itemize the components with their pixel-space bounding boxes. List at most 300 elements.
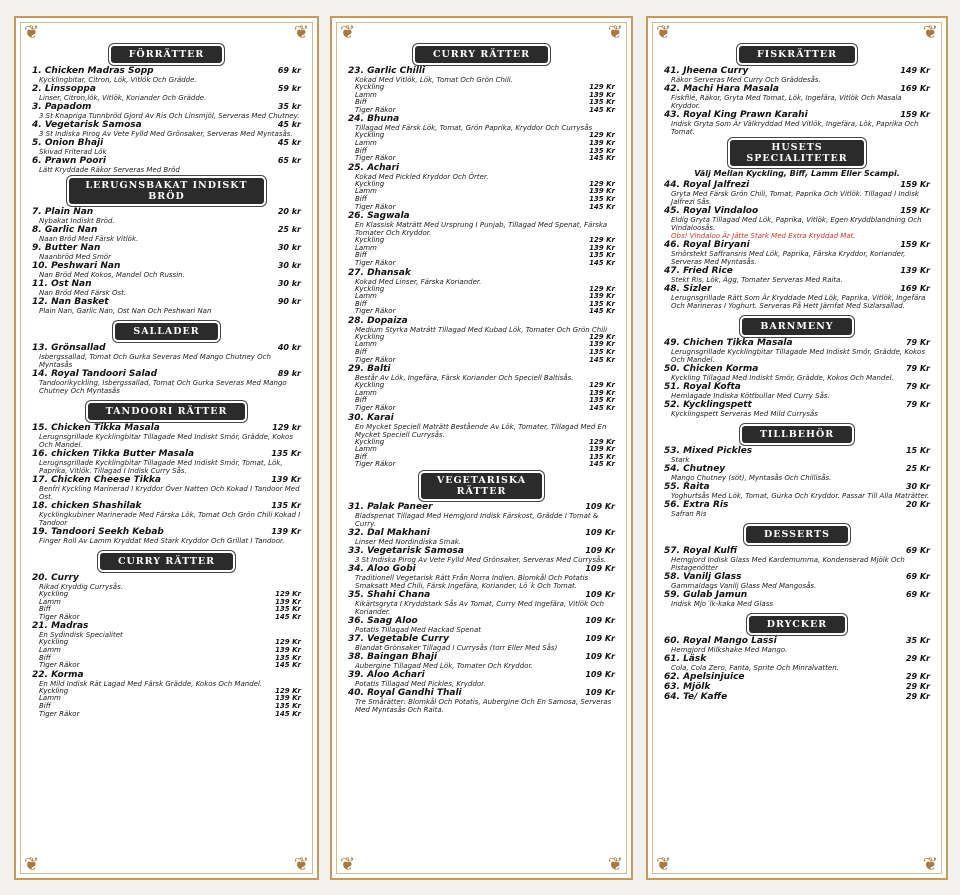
variant-name: Kyckling <box>355 131 385 140</box>
menu-item-description: Lerugnsgrillade Kycklingbitar Tillagade Med Indiskt Smör, Tomat, Lök, Paprika, Vitlök. Tillagad I Indisk Curry Sås. <box>39 459 283 475</box>
variant-price: 135 Kr <box>589 348 615 357</box>
variant-price: 139 Kr <box>589 243 615 252</box>
menu-item-title: 15. Chicken Tikka Masala <box>32 423 160 433</box>
menu-item-variant <box>348 382 615 390</box>
variant-price: 139 Kr <box>589 388 615 397</box>
menu-item-title: 28. Dopaiza <box>348 315 408 326</box>
variant-price: 139 Kr <box>589 340 615 349</box>
section-header: BARNMENY <box>742 318 851 335</box>
section-header-wrap <box>664 140 930 166</box>
menu-item-variant <box>348 140 615 148</box>
menu-item-title: 18. chicken Shashilak <box>32 501 142 511</box>
variant-name: Kyckling <box>355 332 385 341</box>
menu-panel-right <box>646 16 948 880</box>
menu-item-variant <box>348 260 615 268</box>
menu-item <box>348 528 615 546</box>
menu-item-description: Medium Styrka Maträtt Tillagad Med Kubad Lök, Tomater Och Grön Chili <box>355 325 608 334</box>
menu-item-variant <box>348 439 615 447</box>
menu-item-description: Kycklingspett Serveras Med Mild Currysås <box>671 410 818 418</box>
menu-item-title: 62. Apelsinjuice <box>664 672 745 682</box>
menu-item <box>664 180 930 206</box>
variant-name: Lamm <box>355 340 377 349</box>
menu-item-description: Kycklingbitar, Citron, Lök, Vitlök Och Grädde. <box>39 76 197 84</box>
section-tagline: Välj Mellan Kyckling, Biff, Lamm Eller Scampi. <box>694 169 900 178</box>
menu-item-title: 57. Royal Kulfi <box>664 546 737 556</box>
variant-name: Biff <box>355 348 367 357</box>
menu-item-title: 19. Tandoori Seekh Kebab <box>32 527 164 537</box>
ornament-icon: ❦ <box>293 854 309 875</box>
variant-name: Kyckling <box>355 437 385 446</box>
variant-price: 129 Kr <box>589 381 615 390</box>
variant-name: Lamm <box>355 243 377 252</box>
menu-item <box>32 297 301 315</box>
variant-price: 139 Kr <box>275 694 301 703</box>
section-header: SALLADER <box>115 323 217 340</box>
menu-item-description: En Mycket Speciell Maträtt Bestående Av Lök, Tomater, Tillagad Med En Mycket Speciell Currysås. <box>355 422 607 439</box>
menu-item-price: 109 Kr <box>585 546 615 555</box>
menu-item-description: Nan Bröd Med Kokos, Mandel Och Russin. <box>39 271 185 279</box>
menu-item-title: 16. chicken Tikka Butter Masala <box>32 449 195 459</box>
menu-item-title: 2. Linssoppa <box>32 84 96 94</box>
variant-price: 139 Kr <box>275 645 301 654</box>
section-header-wrap <box>664 422 930 443</box>
menu-item <box>664 572 930 590</box>
menu-item <box>664 692 930 702</box>
menu-item-title: 54. Chutney <box>664 464 726 474</box>
menu-item-variant <box>348 390 615 398</box>
variant-name: Biff <box>355 98 367 107</box>
menu-item-price: 169 Kr <box>900 84 930 93</box>
menu-item-variant <box>32 599 301 607</box>
menu-item <box>32 261 301 279</box>
variant-name: Tiger Räkor <box>355 154 396 163</box>
menu-item-description: Benfri Kyckling Marinerad I Kryddor Över Natten Och Kokad I Tandoor Med Ost. <box>39 485 300 501</box>
menu-item-price: 149 Kr <box>900 66 930 75</box>
menu-item-variant <box>32 647 301 655</box>
section-header: FÖRRÄTTER <box>111 46 223 63</box>
menu-panel-middle <box>330 16 633 880</box>
menu-item-description: Kokad Med Pickled Kryddor Och Örter. <box>355 172 489 181</box>
menu-item-description: Lerugnsgrillade Rätt Som Är Kryddade Med Lök, Paprika, Vitlök, Ingefära Och Marineras I Yoghurt. Serveras På Hett Järnfat Med Sizlarsallad. <box>671 294 926 310</box>
menu-item <box>664 240 930 266</box>
menu-item-description: 3 St Indiska Pirog Av Vete Fylld Med Grönsaker, Serveras Med Currysås. <box>355 556 607 564</box>
menu-item-price: 29 Kr <box>905 672 930 681</box>
menu-item-description: Finger Roll Av Lamm Kryddat Med Stark Kryddor Och Grillat I Tandoor. <box>39 537 285 545</box>
menu-item-price: 139 Kr <box>900 266 930 275</box>
menu-item-variant <box>348 357 615 365</box>
menu-item-description: Tre Smårätter: Blomkål Och Potatis, Aubergine Och En Samosa, Serveras Med Myntasås Och Raita. <box>355 698 612 714</box>
variant-price: 135 Kr <box>589 299 615 308</box>
variant-price: 139 Kr <box>589 292 615 301</box>
variant-price: 135 Kr <box>589 251 615 260</box>
menu-item-description: Indisk Gryta Som Är Välkryddad Med Vitlök, Ingefära, Lök, Paprika Och Tomat. <box>671 120 919 136</box>
menu-item-title: 3. Papadom <box>32 102 92 112</box>
section-header-wrap <box>348 42 615 63</box>
menu-item-title: 12. Nan Basket <box>32 297 109 307</box>
menu-item-price: 30 kr <box>277 243 301 252</box>
menu-item-title: 51. Royal Kofta <box>664 382 741 392</box>
menu-item-price: 109 Kr <box>585 502 615 511</box>
menu-item-title: 17. Chicken Cheese Tikka <box>32 475 161 485</box>
variant-name: Tiger Räkor <box>39 612 80 621</box>
menu-item-description: Lerugnsgrillade Kycklingbitar Tillagade Med Indiskt Smör, Grädde, Kokos Och Mandel. <box>39 433 293 449</box>
variant-name: Biff <box>355 396 367 405</box>
variant-name: Kyckling <box>355 284 385 293</box>
menu-item-title: 64. Te/ Kaffe <box>664 692 728 702</box>
variant-name: Tiger Räkor <box>355 460 396 469</box>
variant-price: 135 Kr <box>589 98 615 107</box>
menu-item-description: Stekt Ris, Lök, Ägg, Tomater Serveras Med Raita. <box>671 276 843 284</box>
section-header-wrap <box>32 42 301 63</box>
menu-item-price: 20 kr <box>277 207 301 216</box>
menu-item-title: 38. Baingan Bhaji <box>348 652 438 662</box>
variant-name: Biff <box>355 146 367 155</box>
menu-item-variant <box>348 204 615 212</box>
menu-item-price: 159 Kr <box>900 240 930 249</box>
variant-name: Tiger Räkor <box>355 202 396 211</box>
variant-name: Biff <box>39 701 51 710</box>
menu-item <box>32 225 301 243</box>
menu-item-price: 169 Kr <box>900 284 930 293</box>
menu-item-variant <box>32 639 301 647</box>
variant-price: 129 Kr <box>589 437 615 446</box>
menu-item-title: 20. Curry <box>32 573 79 583</box>
menu-item <box>348 652 615 670</box>
menu-item-price: 69 Kr <box>905 546 930 555</box>
variant-price: 145 Kr <box>589 355 615 364</box>
menu-item <box>664 400 930 418</box>
variant-price: 129 Kr <box>275 638 301 647</box>
variant-name: Tiger Räkor <box>355 404 396 413</box>
menu-item <box>664 364 930 382</box>
menu-item-description: Fiskfilé, Räkor, Gryta Med Tomat, Lök, Ingefära, Vitlök Och Masala Kryddor. <box>671 94 902 110</box>
variant-price: 139 Kr <box>589 138 615 147</box>
ornament-icon: ❦ <box>293 22 309 43</box>
menu-item <box>32 66 301 84</box>
menu-item-title: 49. Chichen Tikka Masala <box>664 338 793 348</box>
variant-name: Lamm <box>39 597 61 606</box>
menu-item-description: Lerugnsgrillade Kycklingbitar Tillagade Med Indiskt Smör, Grädde, Kokos Och Mandel. <box>671 348 925 364</box>
menu-item-price: 25 Kr <box>905 464 930 473</box>
variant-price: 145 Kr <box>589 154 615 163</box>
menu-item-price: 69 Kr <box>905 590 930 599</box>
menu-column-3 <box>664 38 930 702</box>
menu-item-title: 22. Korma <box>32 669 84 680</box>
variant-name: Biff <box>355 452 367 461</box>
menu-item-price: 65 kr <box>277 156 301 165</box>
menu-item-description: Aubergine Tillagad Med Lök, Tomater Och Kryddor. <box>355 662 533 670</box>
menu-item-variant <box>348 188 615 196</box>
menu-item-description: Bladspenat Tillagad Med Hemgjord Indisk Färskost, Grädde I Tomat & Curry. <box>355 512 599 528</box>
menu-item-title: 53. Mixed Pickles <box>664 446 753 456</box>
variant-price: 145 Kr <box>275 661 301 670</box>
ornament-icon: ❦ <box>922 854 938 875</box>
menu-item <box>664 84 930 110</box>
variant-name: Tiger Räkor <box>39 661 80 670</box>
variant-name: Lamm <box>355 388 377 397</box>
menu-item-description: Skivad Friterad Lök <box>39 148 107 156</box>
menu-item <box>348 163 615 211</box>
menu-item <box>348 114 615 162</box>
variant-price: 145 Kr <box>589 460 615 469</box>
menu-item-variant <box>32 711 301 719</box>
menu-item <box>348 66 615 114</box>
variant-name: Lamm <box>355 445 377 454</box>
menu-item <box>32 156 301 174</box>
menu-item-title: 21. Madras <box>32 621 89 632</box>
menu-item-title: 1. Chicken Madras Sopp <box>32 66 154 76</box>
menu-item <box>664 206 930 240</box>
menu-item <box>32 138 301 156</box>
menu-item-description: Består Av Lök, Ingefära, Färsk Koriander Och Speciell Baltisås. <box>355 374 574 383</box>
menu-item-title: 33. Vegetarisk Samosa <box>348 546 464 556</box>
menu-item-description: Blandat Grönsaker Tillagad I Currysås (torr Eller Med Sås) <box>355 644 558 652</box>
menu-item-variant <box>348 341 615 349</box>
menu-item-price: 20 Kr <box>905 500 930 509</box>
menu-item-title: 25. Achari <box>348 162 400 173</box>
menu-item-title: 44. Royal Jalfrezi <box>664 180 750 190</box>
menu-item <box>348 211 615 267</box>
variant-name: Tiger Räkor <box>355 258 396 267</box>
menu-item <box>664 110 930 136</box>
ornament-icon: ❦ <box>607 854 623 875</box>
menu-item-description: Cola, Cola Zero, Fanta, Sprite Och Minralvatten. <box>671 664 839 672</box>
menu-item-price: 109 Kr <box>585 564 615 573</box>
section-header: DESSERTS <box>746 526 848 543</box>
variant-price: 129 Kr <box>589 179 615 188</box>
variant-price: 129 Kr <box>589 284 615 293</box>
menu-item-description: Kycklingkubiner Marinerade Med Färska Lök, Tomat Och Grön Chili Kokad I Tandoor <box>39 511 301 527</box>
menu-panel-left <box>14 16 319 880</box>
menu-item <box>32 279 301 297</box>
menu-item-description: Potatis Tillagad Med Hackad Spenat <box>355 626 481 634</box>
section-header: DRYCKER <box>749 616 845 633</box>
variant-name: Kyckling <box>355 179 385 188</box>
menu-item-title: 6. Prawn Poori <box>32 156 106 166</box>
menu-item-title: 52. Kycklingspett <box>664 400 752 410</box>
menu-item <box>32 621 301 669</box>
ornament-icon: ❦ <box>922 22 938 43</box>
variant-price: 139 Kr <box>589 90 615 99</box>
menu-item-description: Kokad Med Vitlök, Lök, Tomat Och Grön Chili. <box>355 76 513 84</box>
menu-item-description: Gammaldags Vanilj Glass Med Mangosås. <box>671 582 817 590</box>
menu-item-title: 59. Gulab Jamun <box>664 590 748 600</box>
menu-item-title: 37. Vegetable Curry <box>348 634 449 644</box>
variant-price: 139 Kr <box>275 597 301 606</box>
menu-item-variant <box>348 245 615 253</box>
menu-item-variant <box>348 92 615 100</box>
menu-item-title: 42. Machi Hara Masala <box>664 84 779 94</box>
menu-item-variant <box>348 84 615 92</box>
menu-item-title: 61. Läsk <box>664 654 707 664</box>
menu-item-title: 9. Butter Nan <box>32 243 101 253</box>
menu-item <box>32 449 301 475</box>
variant-price: 145 Kr <box>275 709 301 718</box>
section-header: TILLBEHÖR <box>742 426 852 443</box>
menu-item <box>32 527 301 545</box>
ornament-icon: ❦ <box>24 22 40 43</box>
menu-item-variant <box>348 461 615 469</box>
menu-item <box>664 338 930 364</box>
section-header-wrap <box>664 42 930 63</box>
menu-item-title: 13. Grönsallad <box>32 343 106 353</box>
menu-item-title: 47. Fried Rice <box>664 266 733 276</box>
section-header-wrap <box>664 522 930 543</box>
variant-price: 129 Kr <box>589 131 615 140</box>
menu-item-variant <box>348 155 615 163</box>
menu-item-title: 26. Sagwala <box>348 211 410 222</box>
menu-item <box>664 266 930 284</box>
menu-item-price: 40 kr <box>277 343 301 352</box>
menu-item-description: En Mild Indisk Rät Lagad Med Färsk Grädde, Kokos Och Mandel. <box>39 679 263 688</box>
menu-item-price: 35 kr <box>277 102 301 111</box>
menu-item-description: Potatis Tillagad Med Pickles, Kryddor. <box>355 680 486 688</box>
menu-item-description: Linser Med Nordindiska Smak. <box>355 538 462 546</box>
variant-name: Lamm <box>39 645 61 654</box>
menu-item <box>664 682 930 692</box>
menu-item-price: 69 kr <box>277 66 301 75</box>
section-header: TANDOORI RÄTTER <box>88 403 246 420</box>
menu-item-title: 56. Extra Ris <box>664 500 729 510</box>
menu-item-description: Kokad Med Linser, Färska Koriander. <box>355 277 482 286</box>
menu-item-description: En Klassisk Maträtt Med Ursprung I Punjab, Tillagad Med Spenat, Färska Tomater Och Kryddor. <box>355 221 608 238</box>
menu-item-description: Isbergssallad, Tomat Och Gurka Severas Med Mango Chutney Och Myntasås <box>39 353 271 369</box>
menu-item-variant <box>348 405 615 413</box>
menu-item-title: 8. Garlic Nan <box>32 225 98 235</box>
ornament-icon: ❦ <box>607 22 623 43</box>
menu-item-description: Hemgjord Indisk Glass Med Kardemumma, Kondenserad Mjölk Och Pistagenötter <box>671 556 905 572</box>
variant-price: 139 Kr <box>589 187 615 196</box>
menu-item <box>348 546 615 564</box>
menu-item <box>32 423 301 449</box>
variant-name: Lamm <box>355 292 377 301</box>
menu-item <box>664 672 930 682</box>
variant-name: Biff <box>39 653 51 662</box>
variant-name: Tiger Räkor <box>39 709 80 718</box>
menu-item-description: Mango Chutney (söt), Myntasås Och Chillisås. <box>671 474 832 482</box>
menu-item-title: 31. Palak Paneer <box>348 502 433 512</box>
menu-item-variant <box>348 132 615 140</box>
menu-item-title: 30. Karai <box>348 412 394 423</box>
variant-price: 135 Kr <box>275 605 301 614</box>
menu-item-title: 46. Royal Biryani <box>664 240 750 250</box>
ornament-icon: ❦ <box>340 22 356 43</box>
variant-name: Kyckling <box>39 686 69 695</box>
menu-item-title: 41. Jheena Curry <box>664 66 749 76</box>
variant-price: 129 Kr <box>275 590 301 598</box>
variant-price: 135 Kr <box>275 653 301 662</box>
menu-item <box>348 413 615 469</box>
menu-item <box>32 102 301 120</box>
menu-item-price: 89 kr <box>277 369 301 378</box>
menu-item-description: Indisk Mjo´lk-kaka Med Glass <box>671 600 773 608</box>
variant-price: 135 Kr <box>589 194 615 203</box>
menu-item-price: 30 Kr <box>905 482 930 491</box>
menu-item <box>348 670 615 688</box>
ornament-icon: ❦ <box>656 854 672 875</box>
section-header: FISKRÄTTER <box>739 46 855 63</box>
menu-item-description: Plain Nan, Garlic Nan, Ost Nan Och Peshwari Nan <box>39 307 212 315</box>
menu-item-price: 69 Kr <box>905 572 930 581</box>
menu-item <box>32 243 301 261</box>
menu-item-description: Rikad Kryddig Currysås. <box>39 583 123 591</box>
variant-price: 145 Kr <box>589 202 615 211</box>
menu-item-price: 139 Kr <box>271 475 301 484</box>
variant-price: 145 Kr <box>589 258 615 267</box>
menu-item-price: 79 Kr <box>905 338 930 347</box>
variant-name: Lamm <box>39 694 61 703</box>
menu-item-description: Tandoorikyckling, Isbergssallad, Tomat Och Gurka Severas Med Mango Chutney Och Myntasås <box>39 379 287 395</box>
menu-item-variant <box>348 286 615 294</box>
section-header-wrap <box>32 549 301 570</box>
menu-item-title: 40. Royal Gandhi Thali <box>348 688 462 698</box>
menu-item <box>664 546 930 572</box>
menu-item <box>664 464 930 482</box>
menu-item-price: 29 Kr <box>905 682 930 691</box>
menu-item-price: 79 Kr <box>905 364 930 373</box>
variant-name: Biff <box>39 605 51 614</box>
variant-price: 135 Kr <box>589 452 615 461</box>
menu-item-description: Hemgjord Milkshake Med Mango. <box>671 646 788 654</box>
menu-item-description: Stark <box>671 456 690 464</box>
variant-name: Biff <box>355 251 367 260</box>
menu-item-description: Eldig Gryta Tillagad Med Lök, Paprika, Vitlök, Egen Kryddblandning Och Vindaloosås. <box>671 216 922 232</box>
section-header: HUSETS SPECIALITETER <box>730 140 863 166</box>
menu-item-price: 159 Kr <box>900 180 930 189</box>
menu-column-1 <box>32 38 301 718</box>
menu-item-price: 90 kr <box>277 297 301 306</box>
section-header-wrap <box>664 314 930 335</box>
variant-price: 135 Kr <box>275 701 301 710</box>
menu-item-price: 30 kr <box>277 261 301 270</box>
variant-price: 145 Kr <box>589 105 615 114</box>
menu-item-price: 79 Kr <box>905 400 930 409</box>
menu-item <box>348 364 615 412</box>
menu-item-title: 39. Aloo Achari <box>348 670 425 680</box>
ornament-icon: ❦ <box>24 854 40 875</box>
menu-item-price: 135 Kr <box>271 449 301 458</box>
menu-item-title: 63. Mjölk <box>664 682 711 692</box>
menu-item-title: 14. Royal Tandoori Salad <box>32 369 158 379</box>
menu-item-variant <box>32 662 301 670</box>
menu-item-price: 109 Kr <box>585 652 615 661</box>
section-header-wrap <box>32 178 301 204</box>
variant-name: Kyckling <box>355 83 385 91</box>
menu-item-price: 109 Kr <box>585 670 615 679</box>
variant-name: Kyckling <box>355 236 385 245</box>
menu-item-price: 25 kr <box>277 225 301 234</box>
menu-item <box>348 590 615 616</box>
menu-item <box>348 502 615 528</box>
variant-name: Tiger Räkor <box>355 105 396 114</box>
menu-item-description: Tillagad Med Färsk Lök, Tomat, Grön Paprika, Kryddor Och Currysås <box>355 124 593 133</box>
variant-name: Tiger Räkor <box>355 355 396 364</box>
variant-name: Tiger Räkor <box>355 307 396 316</box>
menu-column-2 <box>348 38 615 714</box>
variant-price: 129 Kr <box>275 686 301 695</box>
variant-price: 129 Kr <box>589 83 615 91</box>
menu-item <box>664 590 930 608</box>
section-header-wrap <box>32 319 301 340</box>
menu-item-description: 3 St Indiska Pirog Av Vete Fylld Med Grönsaker, Serveras Med Myntasås. <box>39 130 293 138</box>
menu-item <box>32 84 301 102</box>
menu-item-title: 5. Onion Bhaji <box>32 138 104 148</box>
variant-name: Lamm <box>355 90 377 99</box>
menu-item-title: 58. Vanilj Glass <box>664 572 742 582</box>
variant-price: 135 Kr <box>589 396 615 405</box>
variant-name: Lamm <box>355 138 377 147</box>
menu-item-price: 79 Kr <box>905 382 930 391</box>
